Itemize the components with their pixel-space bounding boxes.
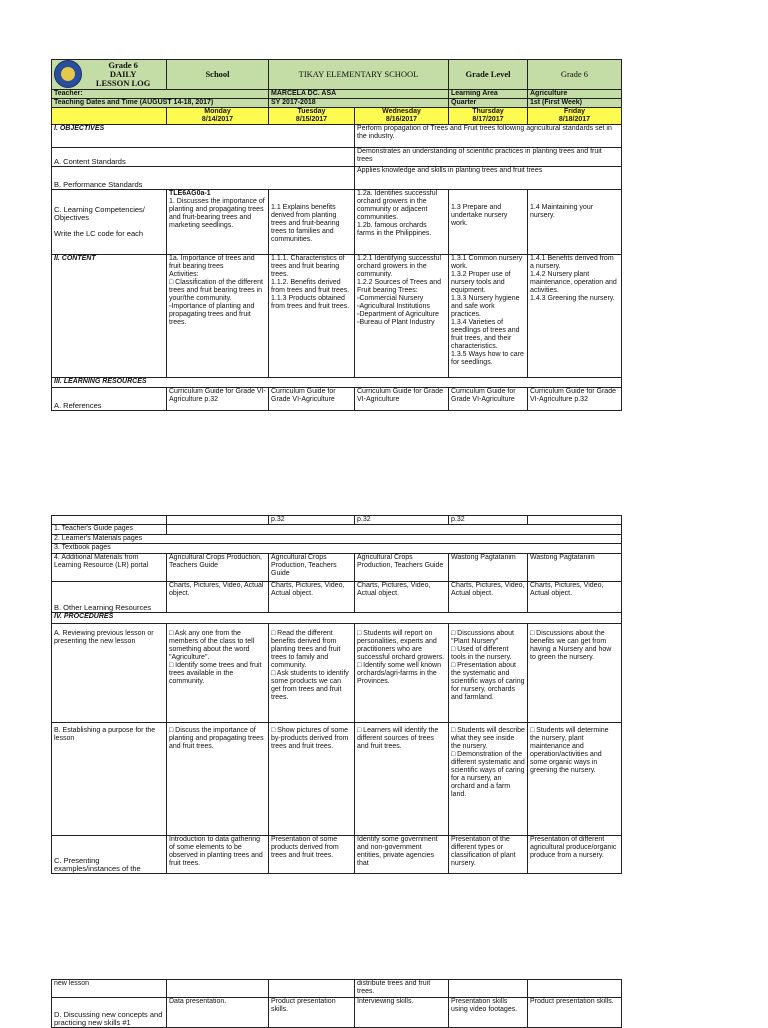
dates-value: (AUGUST 14-18, 2017) — [139, 98, 214, 106]
other-thursday: Charts, Pictures, Video, Actual object. — [449, 581, 528, 612]
cont3-thursday — [449, 980, 528, 998]
references-monday: Curriculum Guide for Grade VI-Agriculture p.32 — [167, 388, 269, 411]
review-monday: □ Ask any one from the members of the class to tell something about the word "Agriculture". □ Identify some trees and fruit trees available in the community. — [167, 623, 269, 722]
school-year: SY 2017-2018 — [269, 98, 449, 107]
lc-code-note: Write the LC code for each — [54, 229, 144, 239]
day-name: Friday — [563, 108, 585, 116]
lesson-log-page-3 — [51, 979, 622, 1028]
competency-wednesday: 1.2a. Identifies successful orchard growers in the community or adjacent communities. 1.2b. famous orchards farms in the Philippines. — [355, 189, 449, 254]
new-lesson-label: new lesson — [52, 980, 167, 998]
day-monday — [167, 108, 269, 125]
cont-friday — [528, 516, 622, 525]
discussing-friday: Product presentation skills. — [528, 998, 622, 1028]
discussing-thursday: Presentation skills using video footages. — [449, 998, 528, 1028]
textbook-label: 3. Textbook pages — [52, 544, 622, 553]
other-tuesday: Charts, Pictures, Video, Actual object. — [269, 581, 355, 612]
other-friday: Charts, Pictures, Video, Actual object. — [528, 581, 622, 612]
other-wednesday: Charts, Pictures, Video, Actual object. — [355, 581, 449, 612]
school-value: TIKAY ELEMENTARY SCHOOL — [269, 60, 449, 90]
cont3-monday — [167, 980, 269, 998]
teacher-value: MARCELA DC. ASA — [269, 89, 449, 98]
day-date: 8/16/2017 — [385, 116, 418, 124]
discussing-monday: Data presentation. — [167, 998, 269, 1028]
purpose-monday: □ Discuss the importance of planting and propagating trees and fruit trees. — [167, 723, 269, 836]
competency-monday — [167, 189, 269, 254]
dll-daily: DAILY — [109, 68, 137, 79]
teacher-label: Teacher: — [52, 89, 269, 98]
day-tuesday — [269, 108, 355, 125]
content-standards-text: Demonstrates an understanding of scientific practices in planting trees and fruit trees — [355, 147, 622, 166]
teachers-guide-label: 1. Teacher's Guide pages — [52, 525, 167, 534]
dates-label: Teaching Dates and Time — [54, 98, 138, 106]
grade-level-label: Grade Level — [449, 60, 528, 90]
day-thursday — [449, 108, 528, 125]
content-wednesday: 1.2.1 Identifying successful orchard growers in the community. 1.2.2 Sources of Trees and Fruit bearing Trees: ▫Commercial Nursery ▫Agricultural Institutions ▫Department of Agriculture ▫Bureau of Plant Industry — [355, 255, 449, 378]
day-name: Monday — [204, 108, 231, 116]
lr-thursday: Wastong Pagtatanim — [449, 553, 528, 581]
dll-title-cell — [52, 60, 167, 90]
competency-friday: 1.4 Maintaining your nursery. — [528, 189, 622, 254]
cont3-friday — [528, 980, 622, 998]
presenting-monday: Introduction to data gathering of some elements to be observed in planting trees and fruit trees. — [167, 836, 269, 874]
content-standards-label: A. Content Standards — [52, 147, 355, 166]
learners-materials-label: 2. Learner's Materials pages — [52, 534, 622, 543]
purpose-friday: □ Students will determine the nursery, plant maintenance and operation/activities and some organic ways in greening the nursery. — [528, 723, 622, 836]
discussing-wednesday: Interviewing skills. — [355, 998, 449, 1028]
teaching-dates — [52, 98, 269, 107]
cont-wednesday: p.32 — [355, 516, 449, 525]
cont-label — [52, 516, 167, 525]
lesson-log-page-1 — [51, 59, 622, 411]
day-date: 8/15/2017 — [295, 116, 328, 124]
day-friday — [528, 108, 622, 125]
references-thursday: Curriculum Guide for Grade VI-Agriculture — [449, 388, 528, 411]
other-resources-label: B. Other Learning Resources — [52, 581, 167, 612]
quarter-label: Quarter — [449, 98, 528, 107]
presenting-tuesday: Presentation of some products derived from trees and fruit trees. — [269, 836, 355, 874]
references-wednesday: Curriculum Guide for Grade VI-Agriculture — [355, 388, 449, 411]
day-name: Thursday — [472, 108, 504, 116]
competency-thursday: 1.3 Prepare and undertake nursery work. — [449, 189, 528, 254]
presenting-thursday: Presentation of the different types or classification of plant nursery. — [449, 836, 528, 874]
competencies-label — [52, 189, 167, 254]
dll-lesson-log: LESSON LOG — [95, 77, 151, 88]
cont-tuesday: p.32 — [269, 516, 355, 525]
day-date: 8/14/2017 — [201, 116, 234, 124]
lesson-log-page-2 — [51, 515, 622, 874]
lr-tuesday: Agricultural Crops Production, Teachers Guide — [269, 553, 355, 581]
dll-grade: Grade 6 — [108, 59, 138, 70]
other-monday: Charts, Pictures, Video, Actual object. — [167, 581, 269, 612]
lr-friday: Wastong Pagtatanim — [528, 553, 622, 581]
competency-text: 1. Discusses the importance of planting and propagating trees and fruit-bearing trees and marketing seedlings. — [169, 197, 265, 229]
quarter-value: 1st (First Week) — [528, 98, 622, 107]
cont-thursday: p.32 — [449, 516, 528, 525]
purpose-tuesday: □ Show pictures of some by-products derived from trees and fruit trees. — [269, 723, 355, 836]
lr-portal-label: 4. Additional Materials from Learning Resource (LR) portal — [52, 553, 167, 581]
references-label: A. References — [52, 388, 167, 411]
day-date: 8/18/2017 — [558, 116, 591, 124]
content-label: II. CONTENT — [52, 255, 167, 378]
lr-monday: Agricultural Crops Production, Teachers Guide — [167, 553, 269, 581]
day-name: Tuesday — [297, 108, 326, 116]
review-label: A. Reviewing previous lesson or presenting the new lesson — [52, 623, 167, 722]
objectives-label: I. OBJECTIVES — [52, 125, 355, 148]
day-date: 8/17/2017 — [472, 116, 504, 124]
purpose-wednesday: □ Learners will identify the different sources of trees and fruit trees. — [355, 723, 449, 836]
review-thursday: □ Discussions about "Plant Nursery" □ Used of different tools in the nursery. □ Presentation about the systematic and scientific ways of caring for nursery, orchards and farmland. — [449, 623, 528, 722]
day-name: Wednesday — [382, 108, 421, 116]
lr-wednesday: Agricultural Crops Production, Teachers Guide — [355, 553, 449, 581]
cont-monday — [167, 516, 269, 525]
purpose-label: B. Establishing a purpose for the lesson — [52, 723, 167, 836]
school-label: School — [167, 60, 269, 90]
objectives-text: Perform propagation of Trees and Fruit trees following agricultural standards set in the industry. — [355, 125, 622, 148]
presenting-friday: Presentation of different agricultural produce/organic produce from a nursery. — [528, 836, 622, 874]
competency-tuesday: 1.1 Explains benefits derived from planting trees and fruit-bearing trees to families and communities. — [269, 189, 355, 254]
lc-code: TLE6AG0a-1 — [169, 189, 211, 197]
procedures-label: IV. PROCEDURES — [52, 613, 622, 623]
cont3-tuesday — [269, 980, 355, 998]
content-friday: 1.4.1 Benefits derived from a nursery. 1.4.2 Nursery plant maintenance, operation and activities. 1.4.3 Greening the nursery. — [528, 255, 622, 378]
day-wednesday — [355, 108, 449, 125]
performance-standards-text: Applies knowledge and skills in planting trees and fruit trees — [355, 167, 622, 190]
review-wednesday: □ Students will report on personalities, experts and practitioners who are successful orchard growers. □ Identify some well known orchards/agri-farms in the Provinces. — [355, 623, 449, 722]
learning-area-value: Agriculture — [528, 89, 622, 98]
references-friday: Curriculum Guide for Grade VI-Agriculture p.32 — [528, 388, 622, 411]
review-tuesday: □ Read the different benefits derived from planting trees and fruit trees to family and community. □ Ask students to identify some products we can get from trees and fruit trees. — [269, 623, 355, 722]
performance-standards-label: B. Performance Standards — [52, 167, 355, 190]
content-tuesday: 1.1.1. Characteristics of trees and fruit bearing trees. 1.1.2. Benefits derived from trees and fruit trees. 1.1.3 Products obtained from trees and fruit trees. — [269, 255, 355, 378]
review-friday: □ Discussions about the benefits we can get from having a Nursery and how to green the nursery. — [528, 623, 622, 722]
learning-resources-label: III. LEARNING RESOURCES — [52, 378, 622, 388]
deped-seal-icon — [54, 60, 82, 88]
teachers-guide-values — [167, 525, 622, 534]
content-thursday: 1.3.1 Common nursery work. 1.3.2 Proper use of nursery tools and equipment. 1.3.3 Nursery hygiene and safe work practices. 1.3.4 Varieties of seedlings of trees and fruit trees, and their characteristics. 1.3.5 Ways how to care for seedlings. — [449, 255, 528, 378]
discussing-tuesday: Product presentation skills. — [269, 998, 355, 1028]
content-monday: 1a. Importance of trees and fruit bearing trees Activities: □ Classification of the different trees and fruit bearing trees in your/the community. ▫Importance of planting and propagating trees and fruit trees. — [167, 255, 269, 378]
discussing-label: D. Discussing new concepts and practicing new skills #1 — [52, 998, 167, 1028]
grade-level-value: Grade 6 — [528, 60, 622, 90]
learning-area-label: Learning Area — [449, 89, 528, 98]
references-tuesday: Curriculum Guide for Grade VI-Agriculture — [269, 388, 355, 411]
purpose-thursday: □ Students will describe what they see inside the nursery. □ Demonstration of the different systematic and scientific ways of caring for a nursery, an orchard and a farm land. — [449, 723, 528, 836]
cont3-wednesday: distribute trees and fruit trees. — [355, 980, 449, 998]
presenting-wednesday: Identify some government and non-government entities, private agencies that — [355, 836, 449, 874]
competencies-title: C. Learning Competencies/ Objectives — [54, 205, 145, 223]
presenting-label: C. Presenting examples/instances of the — [52, 836, 167, 874]
day-corner — [52, 108, 167, 125]
